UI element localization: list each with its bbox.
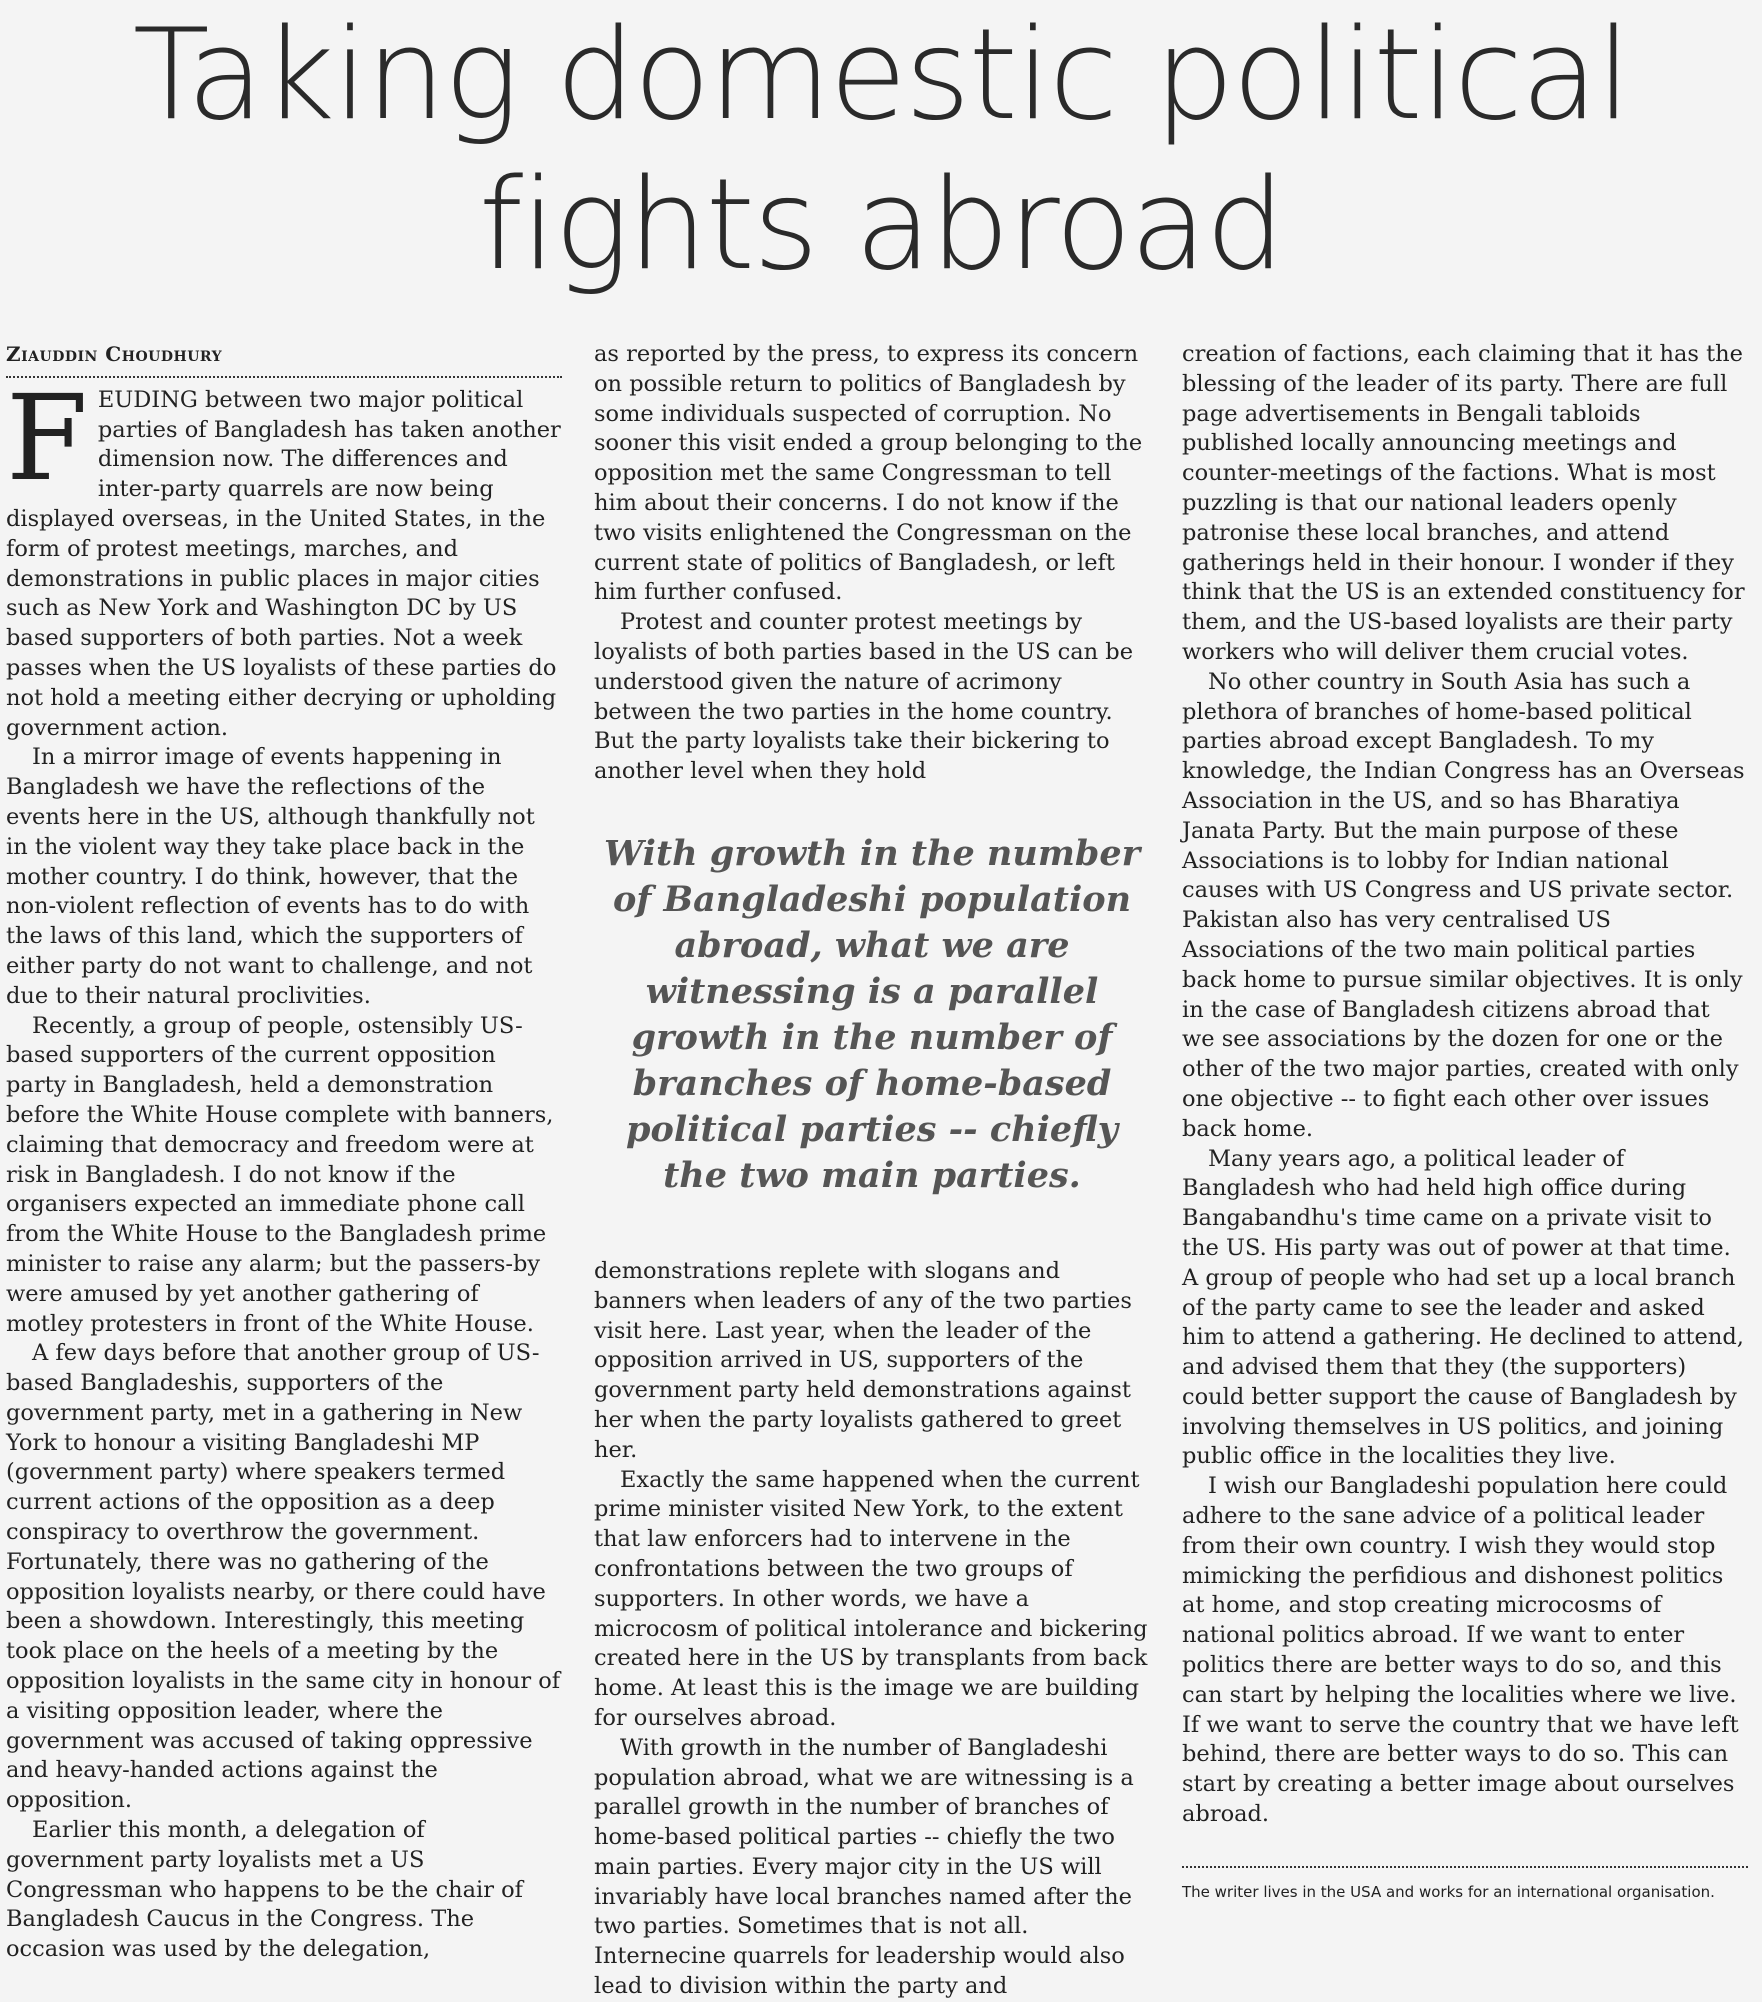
drop-cap: F	[6, 368, 88, 507]
paragraph: Earlier this month, a delegation of government party loyalists met a US Congressman who happens to be the chair of Bangladesh Caucus in the Congress. The occasion was used by the delegation,	[6, 1817, 523, 1963]
paragraph: creation of factions, each claiming that it has the blessing of the leader of its party. There are full page advertisements in Bengali tabloids published locally announcing meetings and counter-meetings of the factions. What is most puzzling is that our national leaders openly patronise these local branches, and attend gatherings held in their honour. I wonder if they think that the US is an extended constituency for them, and the US-based loyalists are their party workers who will deliver them crucial votes.	[1182, 341, 1745, 665]
author-note: The writer lives in the USA and works for an international organisation.	[1182, 1866, 1748, 1908]
paragraph	[6, 368, 562, 744]
paragraph: Exactly the same happened when the current prime minister visited New York, to the extent that law enforcers had to intervene in the confrontations between the two groups of supporters. In other words, we have a microcosm of political intolerance and bickering created here in the US by transplants from back home. At least this is the image we are building for ourselves abroad.	[594, 1466, 1148, 1731]
pull-quote: With growth in the number of Bangladeshi population abroad, what we are witnessing is a parallel growth in the number of branches of home-based political parties -- chiefly the two main parties.	[603, 832, 1141, 1196]
column-2	[594, 340, 1150, 2002]
headline	[0, 0, 1762, 300]
paragraph-text: EUDING between two major political parties of Bangladesh has taken another dimension now. The differences and inter-party quarrels are now being displayed overseas, in the United States, in the form of protest meetings, marches, and demonstrations in public places in major cities such as New York and Washington DC by US based supporters of both parties. Not a week passes when the US loyalists of these parties do not hold a meeting either decrying or upholding government action.	[6, 386, 561, 741]
headline-line-2: fights abroad	[478, 151, 1284, 298]
column-3	[1182, 340, 1748, 1908]
byline: Ziauddin Choudhury	[6, 340, 562, 378]
paragraph: as reported by the press, to express its concern on possible return to politics of Bangladesh by some individuals suspected of corruption. No sooner this visit ended a group belonging to the opposition met the same Congressman to tell him about their concerns. I do not know if the two visits enlightened the Congressman on the current state of politics of Bangladesh, or left him further confused.	[594, 341, 1143, 606]
paragraph: I wish our Bangladeshi population here could adhere to the sane advice of a political leader from their own country. I wish they would stop mimicking the perfidious and dishonest politics at home, and stop creating microcosms of national politics abroad. If we want to enter politics there are better ways to do so, and this can start by helping the localities where we live. If we want to serve the country that we have left behind, there are better ways to do so. This can start by creating a better image about ourselves abroad.	[1182, 1473, 1739, 1828]
paragraph: demonstrations replete with slogans and banners when leaders of any of the two parties visit here. Last year, when the leader of the opposition arrived in US, supporters of the government party held demonstrations against her when the party loyalists gathered to greet her.	[594, 1257, 1132, 1463]
paragraph: In a mirror image of events happening in Bangladesh we have the reflections of the events here in the US, although thankfully not in the violent way they take place back in the mother country. I do think, however, that the non-violent reflection of events has to do with the laws of this land, which the supporters of either party do not want to challenge, and not due to their natural proclivities.	[6, 744, 535, 1009]
paragraph: No other country in South Asia has such a plethora of branches of home-based political parties abroad except Bangladesh. To my knowledge, the Indian Congress has an Overseas Association in the US, and so has Bharatiya Janata Party. But the main purpose of these Associations is to lobby for Indian national causes with US Congress and US private sector. Pakistan also has very centralised US Associations of the two main political parties back home to pursue similar objectives. It is only in the case of Bangladesh citizens abroad that we see associations by the dozen for one or the other of the two major parties, created with only one objective -- to fight each other over issues back home.	[1182, 668, 1745, 1142]
paragraph: Many years ago, a political leader of Bangladesh who had held high office during Bangabandhu's time came on a private visit to the US. His party was out of power at that time. A group of people who had set up a local branch of the party came to see the leader and asked him to attend a gathering. He declined to attend, and advised them that they (the supporters) could better support the cause of Bangladesh by involving themselves in US politics, and joining public office in the localities they live.	[1182, 1145, 1744, 1470]
headline-line-1: Taking domestic political	[132, 1, 1630, 148]
paragraph: Recently, a group of people, ostensibly US-based supporters of the current opposition party in Bangladesh, held a demonstration before the White House complete with banners, claiming that democracy and freedom were at risk in Bangladesh. I do not know if the organisers expected an immediate phone call from the White House to the Bangladesh prime minister to raise any alarm; but the passers-by were amused by yet another gathering of motley protesters in front of the White House.	[6, 1012, 554, 1337]
paragraph: With growth in the number of Bangladeshi population abroad, what we are witnessing is a parallel growth in the number of branches of home-based political parties -- chiefly the two main parties. Every major city in the US will invariably have local branches named after the two parties. Sometimes that is not all. Internecine quarrels for leadership would also lead to division within the party and	[594, 1734, 1134, 2000]
paragraph: A few days before that another group of US-based Bangladeshis, supporters of the government party, met in a gathering in New York to honour a visiting Bangladeshi MP (government party) where speakers termed current actions of the opposition as a deep conspiracy to overthrow the government. Fortunately, there was no gathering of the opposition loyalists nearby, or there could have been a showdown. Interestingly, this meeting took place on the heels of a meeting by the opposition loyalists in the same city in honour of a visiting opposition leader, where the government was accused of taking oppressive and heavy-handed actions against the opposition.	[6, 1340, 561, 1814]
column-1	[6, 340, 562, 1965]
paragraph: Protest and counter protest meetings by loyalists of both parties based in the US can be understood given the nature of acrimony between the two parties in the home country. But the party loyalists take their bickering to another level when they hold	[594, 609, 1134, 785]
